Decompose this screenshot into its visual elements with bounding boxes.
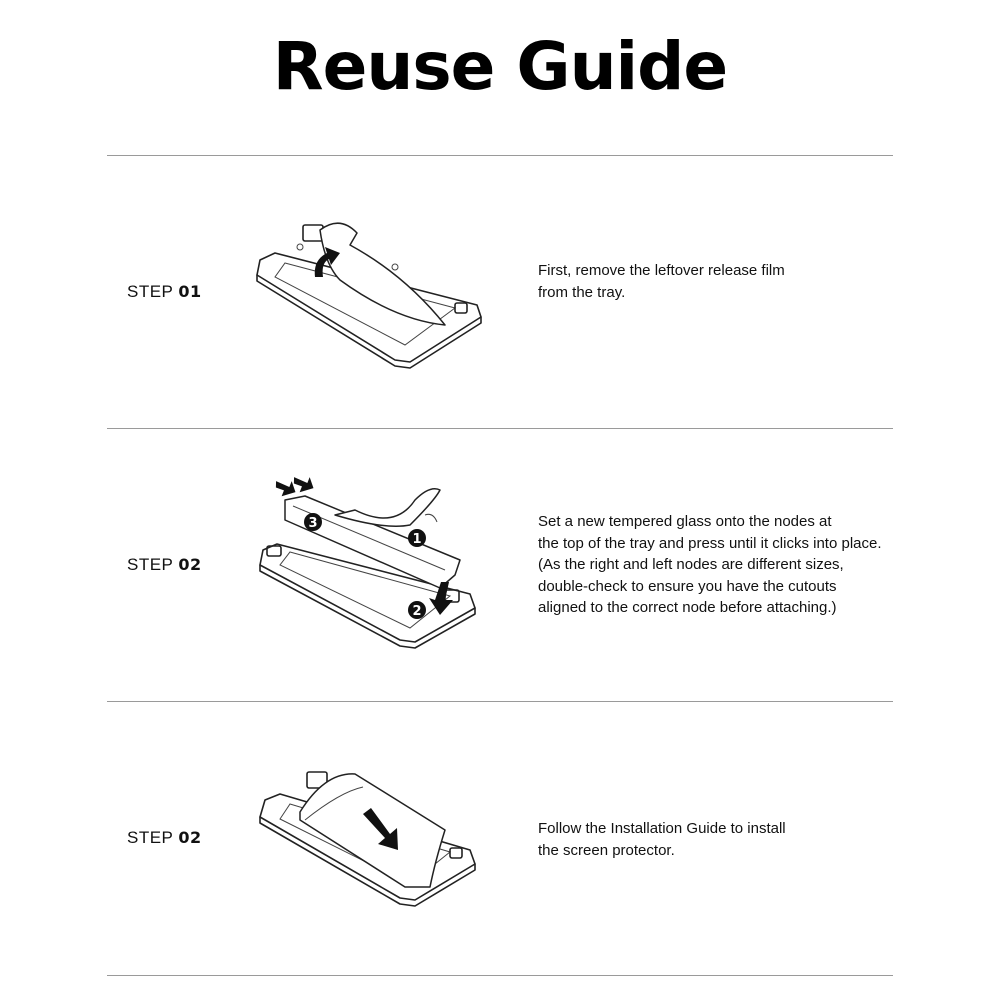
divider [107, 701, 893, 702]
step-word: STEP [127, 828, 174, 847]
divider [107, 428, 893, 429]
description-line: Follow the Installation Guide to install [538, 820, 786, 837]
badge-2 [408, 601, 426, 619]
step-word: STEP [127, 282, 174, 301]
attach-glass-illustration [245, 470, 495, 660]
step-number: 02 [178, 555, 202, 574]
description-line: double-check to ensure you have the cutouts [538, 577, 837, 595]
description-line: from the tray. [538, 283, 626, 301]
page-title: Reuse Guide [272, 28, 728, 105]
step-number: 02 [178, 828, 202, 847]
badge-1-label: 1 [412, 532, 422, 547]
description-line: the top of the tray and press until it clicks into place. [538, 534, 882, 552]
install-illustration [245, 762, 495, 952]
description-line: Set a new tempered glass onto the nodes at [538, 513, 832, 530]
badge-1 [408, 529, 426, 547]
step-3-label [127, 828, 202, 848]
step-2-description [538, 511, 882, 619]
description-line: (As the right and left nodes are different sizes, [538, 556, 844, 573]
description-line: the screen protector. [538, 841, 675, 859]
step-3-description [538, 818, 786, 861]
step-number: 01 [178, 282, 202, 301]
badge-2-label: 2 [412, 604, 422, 619]
step-1-label [127, 282, 202, 302]
step-word: STEP [127, 555, 174, 574]
badge-3 [304, 513, 322, 531]
divider [107, 155, 893, 156]
badge-3-label: 3 [308, 516, 318, 531]
remove-film-illustration [245, 205, 495, 395]
description-line: aligned to the correct node before attaching.) [538, 599, 837, 616]
divider [107, 975, 893, 976]
step-1-description [538, 260, 785, 303]
description-line: First, remove the leftover release film [538, 262, 785, 279]
step-2-label [127, 555, 202, 575]
